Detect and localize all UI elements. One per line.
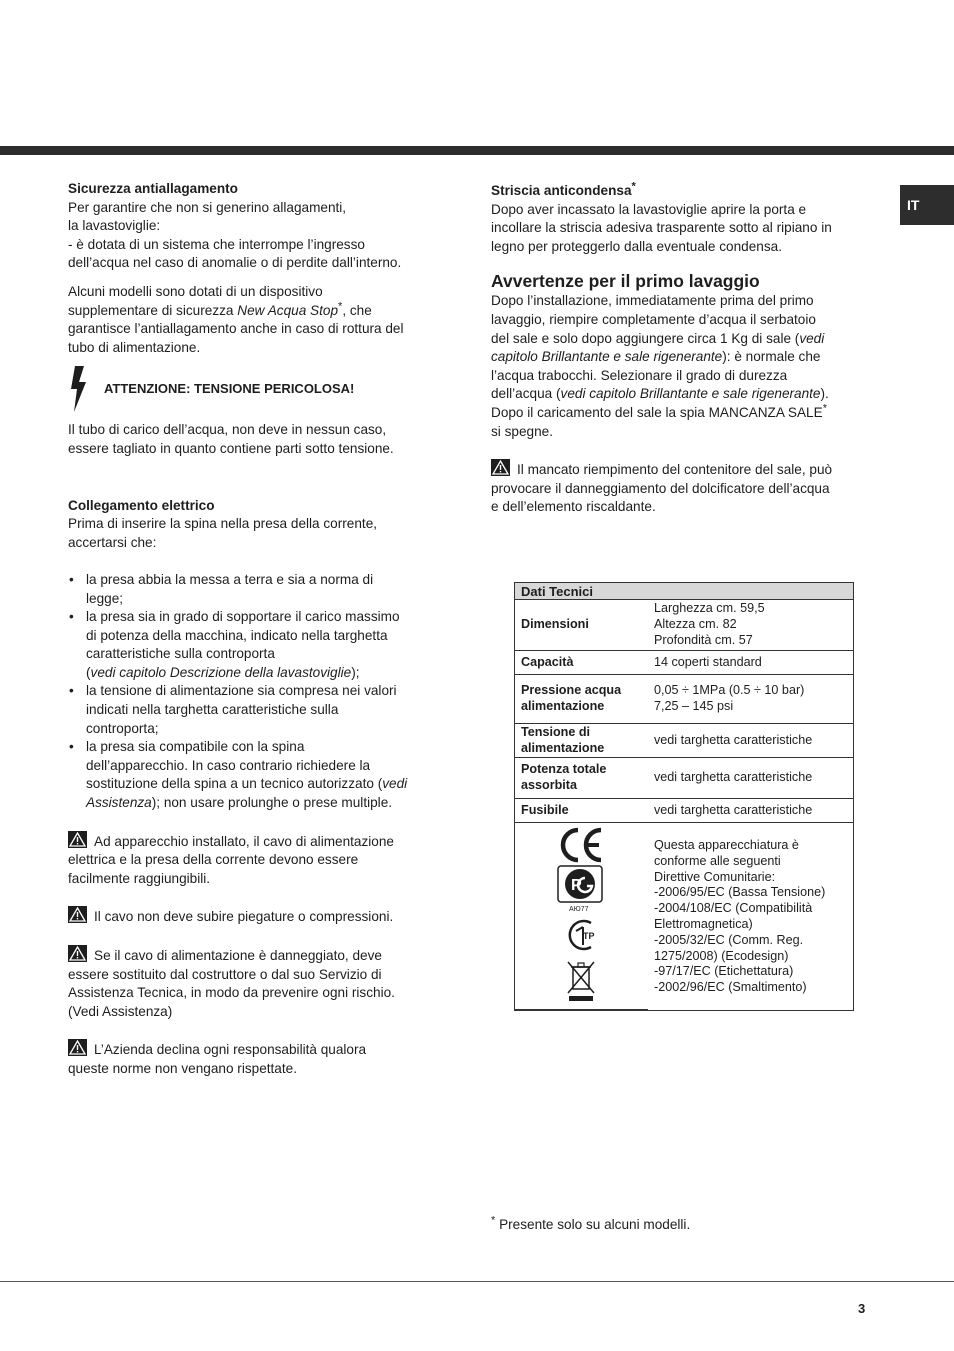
table-row: [515, 675, 853, 724]
table-header: Dati Tecnici: [515, 583, 853, 600]
text-line: Alcuni modelli sono dotati di un dispositivo: [68, 283, 323, 299]
text-line: (Vedi Assistenza): [68, 1003, 173, 1019]
footer-rule: [0, 1281, 954, 1282]
row-label: Fusibile: [521, 802, 569, 817]
footnote: * Presente solo su alcuni modelli.: [491, 1214, 691, 1232]
lightning-bolt-icon: [68, 365, 90, 413]
text-line: Per garantire che non si generino allagamenti,: [68, 199, 347, 215]
row-value: Larghezza cm. 59,5 Altezza cm. 82 Profondità cm. 57: [654, 601, 765, 647]
left-column: [68, 180, 448, 1079]
language-tab: IT: [900, 185, 954, 225]
section-title-antiallagamento: Sicurezza antiallagamento: [68, 181, 238, 196]
svg-text:АЮ77: АЮ77: [569, 906, 589, 913]
row-label: Capacità: [521, 654, 574, 669]
certification-row: [515, 823, 853, 1010]
list-item: • la presa sia compatibile con la spina dell’apparecchio. In caso contrario richiedere la sostituzione della spina a un tecnico autorizzato (vedi Assistenza); non usare prolunghe o prese multiple.: [68, 738, 448, 812]
row-label: Tensione di alimentazione: [521, 724, 605, 755]
text-line: Dopo il caricamento del sale la spia MANCANZA SALE*: [491, 402, 827, 420]
text-line: Dopo aver incassato la lavastoviglie aprire la porta e: [491, 201, 807, 217]
text-line: Prima di inserire la spina nella presa della corrente,: [68, 516, 378, 532]
row-label: Potenza totale assorbita: [521, 762, 607, 792]
danger-warning: [68, 365, 448, 413]
ce-mark-icon: [558, 827, 604, 863]
ukraine-conformity-mark-icon: [561, 917, 601, 953]
text-line: tubo di alimentazione.: [68, 339, 201, 355]
text-line: Il tubo di carico dell’acqua, non deve in nessun caso,: [68, 422, 387, 438]
text-line: supplementare di sicurezza New Acqua Stop*, che: [68, 300, 372, 318]
text-line: elettrica e la presa della corrente devono essere: [68, 852, 359, 868]
text-line: facilmente raggiungibili.: [68, 870, 211, 886]
text-line: - è dotata di un sistema che interrompe l’ingresso: [68, 236, 365, 252]
row-value: vedi targhetta caratteristiche: [654, 802, 813, 817]
list-item: • la presa sia in grado di sopportare il carico massimo di potenza della macchina, indicato nella targhetta caratteristiche sulla controporta (vedi capitolo Descrizione della lavastoviglie);: [68, 608, 448, 682]
warning-note: Il mancato riempimento del contenitore del sale, può: [491, 459, 877, 480]
text-line: Dopo l’installazione, immediatamente prima del primo: [491, 293, 814, 309]
row-value: 14 coperti standard: [654, 654, 762, 669]
text-line: del sale e solo dopo aggiungere circa 1 Kg di sale (vedi: [491, 330, 825, 346]
list-item: • la tensione di alimentazione sia compresa nei valori indicati nella targhetta caratteristiche sulla controporta;: [68, 682, 448, 738]
row-value: 0,05 ÷ 1MPa (0.5 ÷ 10 bar) 7,25 – 145 psi: [654, 683, 805, 713]
list-item: • la presa abbia la messa a terra e sia a norma di legge;: [68, 571, 448, 608]
warning-triangle-icon: [491, 459, 510, 476]
gost-r-mark-icon: [557, 865, 605, 913]
text-line: accertarsi che:: [68, 534, 157, 550]
svg-text:P: P: [571, 877, 582, 894]
svg-text:ТР: ТР: [583, 931, 595, 941]
section-title-primo-lavaggio: Avvertenze per il primo lavaggio: [491, 271, 760, 292]
technical-data-table: [514, 582, 854, 1011]
text-line: incollare la striscia adesiva trasparente sotto al ripiano in: [491, 220, 832, 236]
text-line: lavaggio, riempire completamente d’acqua il serbatoio: [491, 311, 816, 327]
certification-logos: [515, 823, 648, 1010]
text-line: legno per proteggerlo dalla eventuale condensa.: [491, 238, 782, 254]
danger-title: ATTENZIONE: TENSIONE PERICOLOSA!: [104, 381, 355, 397]
table-row: [515, 651, 853, 675]
right-column: [491, 180, 877, 517]
warning-note: L’Azienda declina ogni responsabilità qualora: [68, 1039, 448, 1060]
table-row: [515, 758, 853, 799]
text-line: capitolo Brillantante e sale rigenerante): è normale che: [491, 349, 821, 365]
row-value: vedi targhetta caratteristiche: [654, 770, 813, 785]
text-line: la lavastoviglie:: [68, 218, 161, 234]
warning-triangle-icon: [68, 1039, 87, 1056]
table-row: [515, 724, 853, 758]
warning-triangle-icon: [68, 906, 87, 923]
warning-note: Il cavo non deve subire piegature o compressioni.: [68, 906, 448, 927]
warning-triangle-icon: [68, 945, 87, 962]
text-line: e dell’elemento riscaldante.: [491, 499, 656, 515]
row-value: vedi targhetta caratteristiche: [654, 732, 813, 747]
warning-triangle-icon: [68, 831, 87, 848]
page-number: 3: [858, 1301, 866, 1316]
row-label: Dimensioni: [521, 617, 589, 632]
text-line: dell’acqua (vedi capitolo Brillantante e sale rigenerante).: [491, 386, 829, 402]
warning-note: Ad apparecchio installato, il cavo di alimentazione: [68, 831, 448, 852]
text-line: dell’acqua nel caso di anomalie o di perdite dall’interno.: [68, 255, 402, 271]
text-line: essere sostituito dal costruttore o dal suo Servizio di: [68, 966, 382, 982]
table-row: [515, 799, 853, 823]
table-row: [515, 600, 853, 651]
text-line: l’acqua trabocchi. Selezionare il grado di durezza: [491, 367, 788, 383]
text-line: garantisce l’antiallagamento anche in caso di rottura del: [68, 321, 404, 337]
text-line: provocare il danneggiamento del dolcificatore dell’acqua: [491, 480, 830, 496]
requirements-list: [68, 571, 448, 813]
section-title-anticondensa: Striscia anticondensa*: [491, 180, 636, 198]
row-label: Pressione acqua alimentazione: [521, 683, 622, 713]
header-bar: [0, 146, 954, 155]
weee-bin-icon: [566, 959, 596, 1003]
text-line: queste norme non vengano rispettate.: [68, 1060, 297, 1076]
text-line: Assistenza Tecnica, in modo da prevenire ogni rischio.: [68, 985, 395, 1001]
text-line: si spegne.: [491, 423, 553, 439]
text-line: essere tagliato in quanto contiene parti sotto tensione.: [68, 440, 394, 456]
warning-note: Se il cavo di alimentazione è danneggiato, deve: [68, 945, 448, 966]
certification-text: Questa apparecchiatura è conforme alle seguenti Direttive Comunitarie: -2006/95/EC (Bassa Tensione) -2004/108/EC (Compatibilità Elettromagnetica) -2005/32/EC (Comm. Reg. 1275/2008) (Ecodesign) -97/17/EC (Etichettatura) -2002/96/EC (Smaltimento): [654, 838, 826, 995]
section-title-collegamento: Collegamento elettrico: [68, 497, 215, 513]
